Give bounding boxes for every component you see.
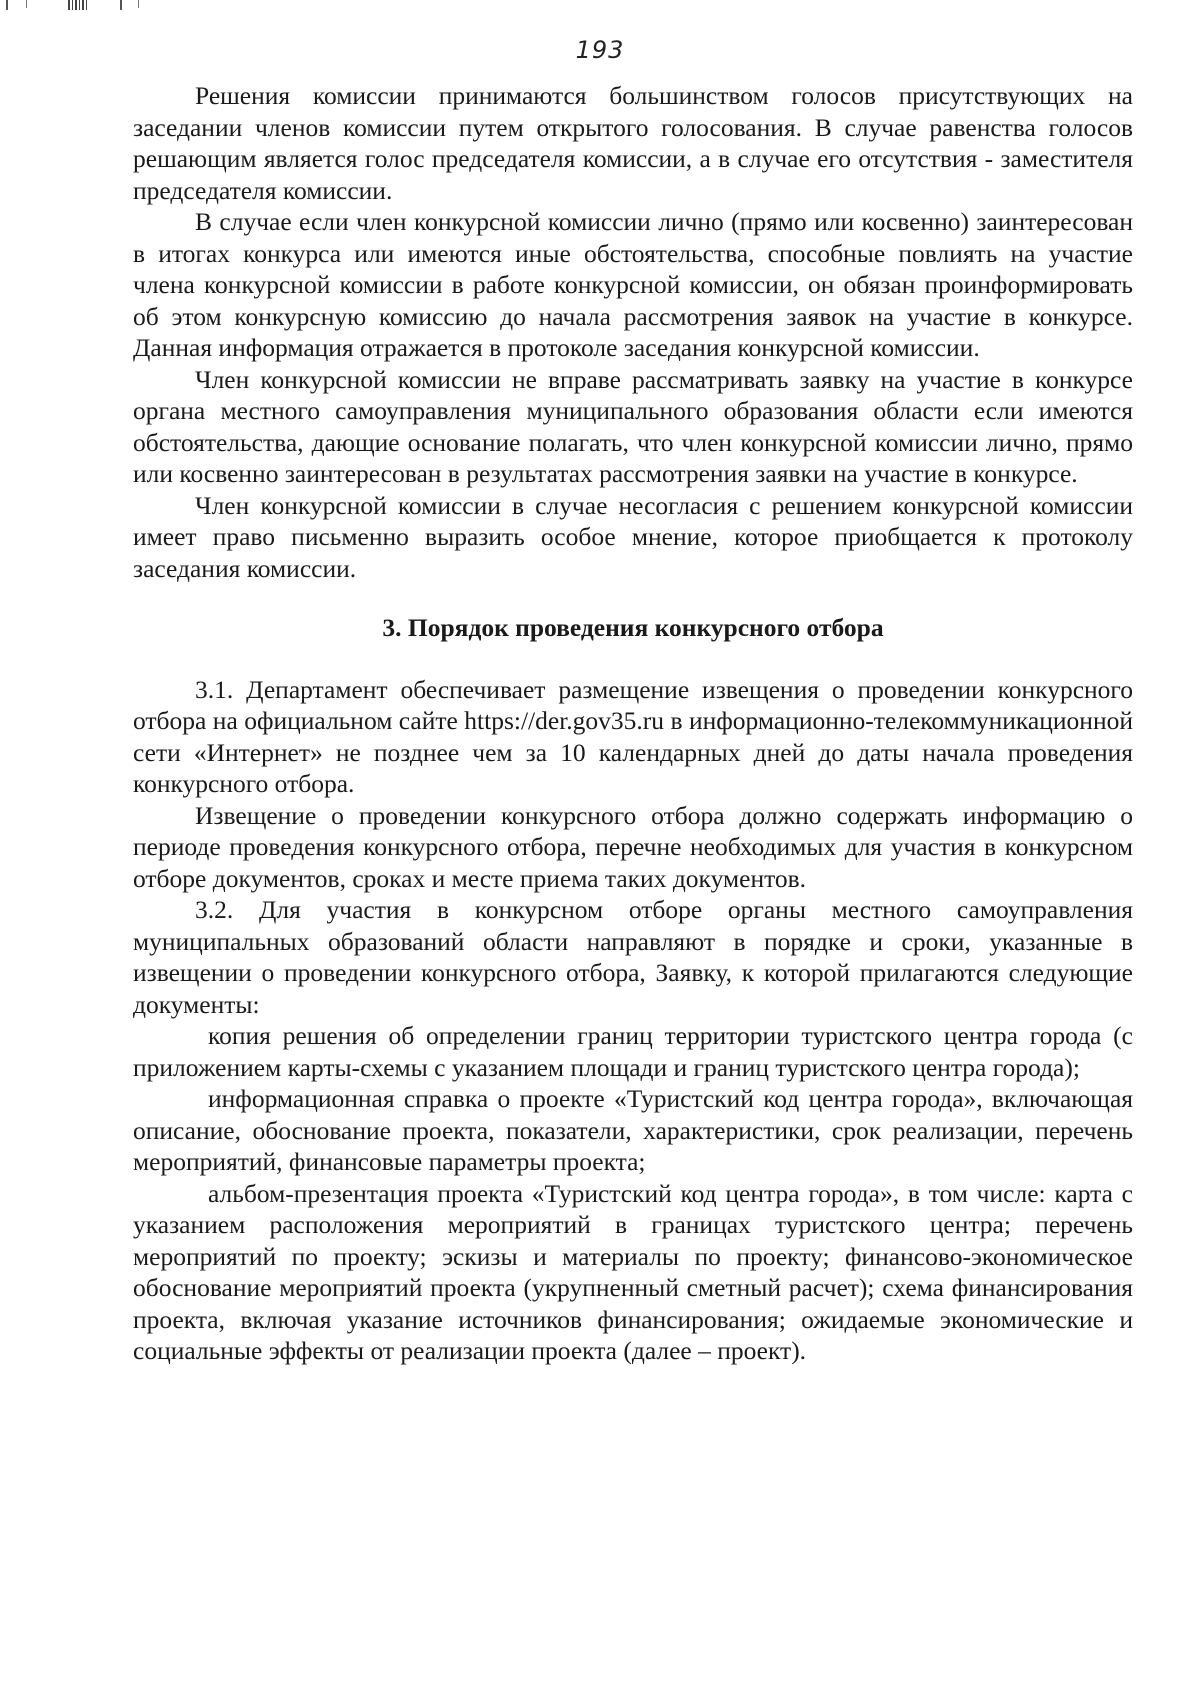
- page-number: 193: [575, 36, 625, 64]
- paragraph-recusal: Член конкурсной комиссии не вправе рассматривать заявку на участие в конкурсе органа местного самоуправления муниципального образования области если имеются обстоятельства, дающие основание полагать, что член конкурсной комиссии лично, прямо или косвенно заинтересован в результатах рассмотрения заявки на участие в конкурсе.: [133, 364, 1133, 488]
- paragraph-3-2: 3.2. Для участия в конкурсном отборе органы местного самоуправления муниципальных образований области направляют в порядке и сроки, указанные в извещении о проведении конкурсного отбора, Заявку, к которой прилагаются следующие документы:: [133, 895, 1133, 1019]
- section-heading: 3. Порядок проведения конкурсного отбора: [382, 613, 884, 642]
- list-item-boundary-decision: копия решения об определении границ территории туристского центра города (с приложением карты-схемы с указанием площади и границ туристского центра города);: [133, 1021, 1133, 1082]
- list-item-info-note: информационная справка о проекте «Туристский код центра города», включающая описание, обоснование проекта, показатели, характеристики, срок реализации, перечень мероприятий, финансовые параметры проекта;: [133, 1084, 1133, 1176]
- paragraph-conflict-of-interest: В случае если член конкурсной комиссии лично (прямо или косвенно) заинтересован в итогах конкурса или имеются иные обстоятельства, способные повлиять на участие члена конкурсной комиссии в работе конкурсной комиссии, он обязан проинформировать об этом конкурсную комиссию до начала рассмотрения заявок на участие в конкурсе. Данная информация отражается в протоколе заседания конкурсной комиссии.: [133, 207, 1133, 362]
- list-item-album-presentation: альбом-презентация проекта «Туристский код центра города», в том числе: карта с указанием расположения мероприятий в границах туристского центра; перечень мероприятий по проекту; эскизы и материалы по проекту; финансово-экономическое обоснование мероприятий проекта (укрупненный сметный расчет); схема финансирования проекта, включая указание источников финансирования; ожидаемые экономические и социальные эффекты от реализации проекта (далее – проект).: [133, 1178, 1133, 1365]
- paragraph-decisions: Решения комиссии принимаются большинством голосов присутствующих на заседании членов комиссии путем открытого голосования. В случае равенства голосов решающим является голос председателя комиссии, а в случае его отсутствия - заместителя председателя комиссии.: [133, 81, 1133, 205]
- document-body: [133, 80, 1133, 1367]
- paragraph-dissenting-opinion: Член конкурсной комиссии в случае несогласия с решением конкурсной комиссии имеет право письменно выразить особое мнение, которое приобщается к протоколу заседания комиссии.: [133, 490, 1133, 583]
- paragraph-3-1: 3.1. Департамент обеспечивает размещение извещения о проведении конкурсного отбора на официальном сайте https://der.gov35.ru в информационно-телекоммуникационной сети «Интернет» не позднее чем за 10 календарных дней до даты начала проведения конкурсного отбора.: [133, 674, 1133, 798]
- paragraph-notice-contents: Извещение о проведении конкурсного отбора должно содержать информацию о периоде проведения конкурсного отбора, перечне необходимых для участия в конкурсном отборе документов, сроках и месте приема таких документов.: [133, 800, 1133, 893]
- scan-artifact-marks: [0, 0, 160, 14]
